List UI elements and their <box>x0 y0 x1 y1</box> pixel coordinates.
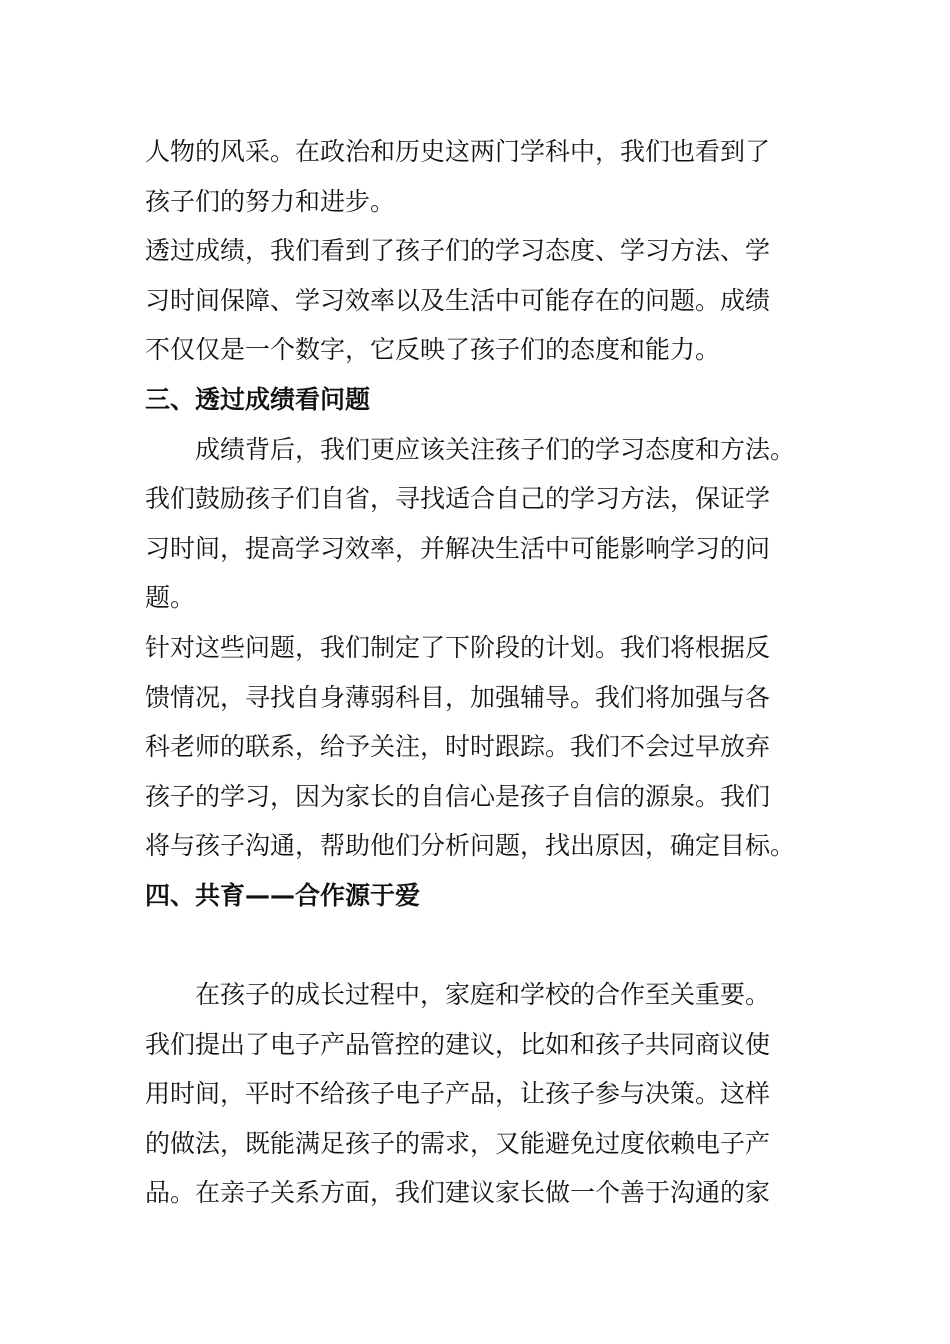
text-line: 我们鼓励孩子们自省，寻找适合自己的学习方法，保证学 <box>145 484 771 514</box>
text-line: 人物的风采。在政治和历史这两门学科中，我们也看到了 <box>145 137 771 166</box>
section-heading: 三、透过成绩看问题 <box>145 384 371 414</box>
text-line: 在孩子的成长过程中，家庭和学校的合作至关重要。 <box>195 980 771 1010</box>
text-line: 题。 <box>145 583 196 613</box>
text-line: 用时间，平时不给孩子电子产品，让孩子参与决策。这样 <box>145 1079 771 1109</box>
text-line: 孩子们的努力和进步。 <box>145 186 396 216</box>
text-line: 品。在亲子关系方面，我们建议家长做一个善于沟通的家 <box>145 1178 771 1208</box>
text-line: 习时间保障、学习效率以及生活中可能存在的问题。成绩 <box>145 285 771 315</box>
text-line: 将与孩子沟通，帮助他们分析问题，找出原因，确定目标。 <box>145 831 796 861</box>
text-line: 我们提出了电子产品管控的建议，比如和孩子共同商议使 <box>145 1029 771 1059</box>
text-line: 习时间，提高学习效率，并解决生活中可能影响学习的问 <box>145 533 771 563</box>
text-line: 成绩背后，我们更应该关注孩子们的学习态度和方法。 <box>195 434 796 464</box>
text-line: 孩子的学习，因为家长的自信心是孩子自信的源泉。我们 <box>145 781 771 811</box>
text-line: 的做法，既能满足孩子的需求，又能避免过度依赖电子产 <box>145 1128 771 1158</box>
text-line: 针对这些问题，我们制定了下阶段的计划。我们将根据反 <box>145 632 771 662</box>
text-line: 馈情况，寻找自身薄弱科目，加强辅导。我们将加强与各 <box>145 682 771 712</box>
blank-line <box>145 921 835 971</box>
text-line: 不仅仅是一个数字，它反映了孩子们的态度和能力。 <box>145 335 721 365</box>
document-body <box>145 127 835 1218</box>
text-line: 科老师的联系，给予关注，时时跟踪。我们不会过早放弃 <box>145 732 771 762</box>
text-line: 透过成绩，我们看到了孩子们的学习态度、学习方法、学 <box>145 236 771 266</box>
section-heading: 四、共育——合作源于爱 <box>145 880 421 910</box>
